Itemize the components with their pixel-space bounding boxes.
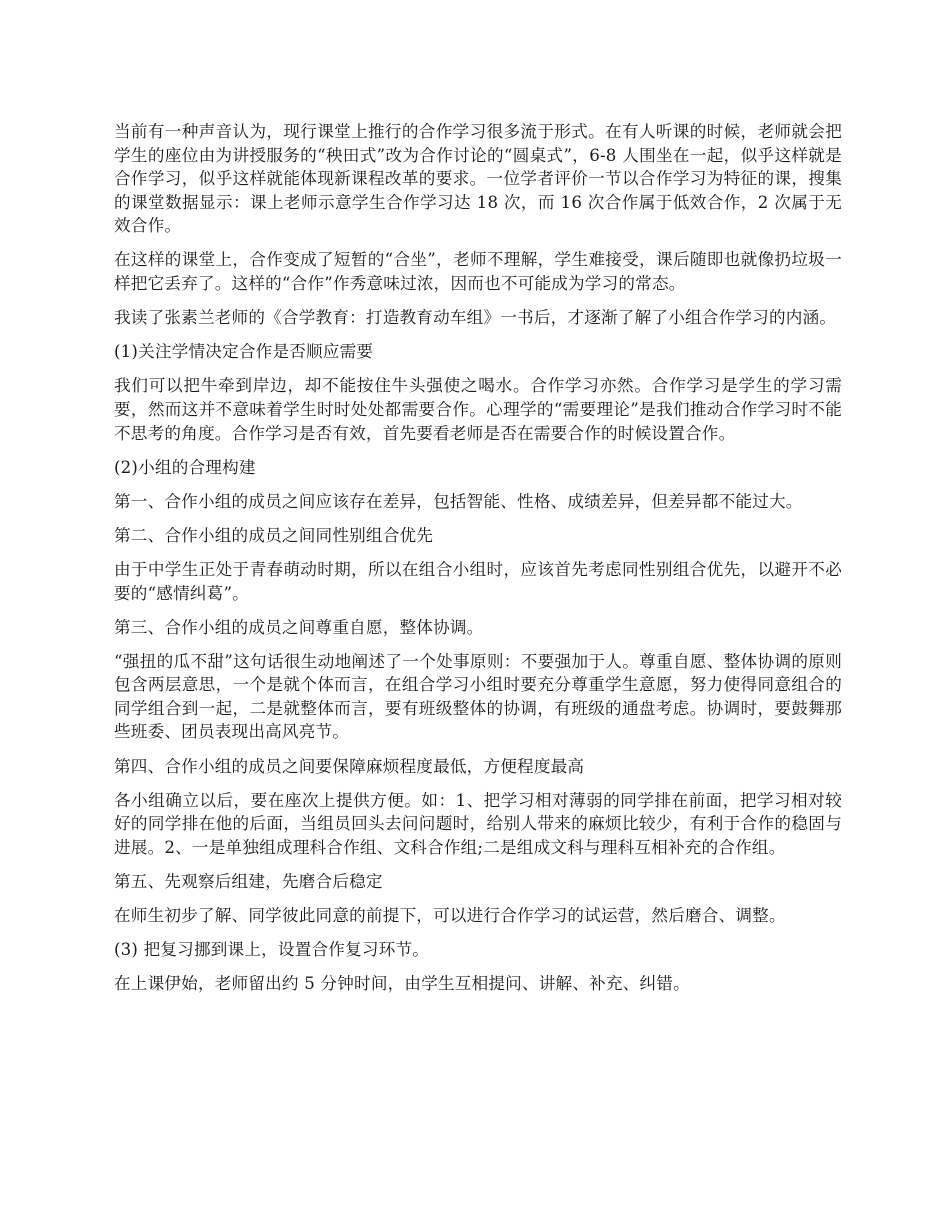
paragraph-point-4-body: 各小组确立以后，要在座次上提供方便。如：1、把学习相对薄弱的同学排在前面，把学习相对较好的同学排在他的后面，当组员回头去问问题时，给别人带来的麻烦比较少，有利于合作的稳固与进展。2、一是单独组成理科合作组、文科合作组;二是组成文科与理科互相补充的合作组。 <box>114 790 842 857</box>
paragraph-point-2: 第二、合作小组的成员之间同性别组合优先 <box>114 525 434 545</box>
paragraph-point-1: 第一、合作小组的成员之间应该存在差异，包括智能、性格、成绩差异，但差异都不能过大。 <box>114 491 803 511</box>
paragraph-intro: 当前有一种声音认为，现行课堂上推行的合作学习很多流于形式。在有人听课的时候，老师就会把学生的座位由为讲授服务的“秧田式”改为合作讨论的“圆桌式”，6-8 人围坐在一起，似乎这样就是合作学习，似乎这样就能体现新课程改革的要求。一位学者评价一节以合作学习为特征的课，搜集的课堂数据显示：课上老师示意学生合作学习达 18 次，而 16 次合作属于低效合作，2 次属于无效合作。 <box>114 122 842 236</box>
paragraph-point-2-body: 由于中学生正处于青春萌动时期，所以在组合小组时，应该首先考虑同性别组合优先，以避开不必要的“感情纠葛”。 <box>114 559 842 603</box>
paragraph-point-3-body: “强扭的瓜不甜”这句话很生动地阐述了一个处事原则：不要强加于人。尊重自愿、整体协调的原则包含两层意思，一个是就个体而言，在组合学习小组时要充分尊重学生意愿，努力使得同意组合的同学组合到一起，二是就整体而言，要有班级整体的协调，有班级的通盘考虑。协调时，要鼓舞那些班委、团员表现出高风亮节。 <box>114 651 842 742</box>
paragraph-section-1: 我们可以把牛牵到岸边，却不能按住牛头强使之喝水。合作学习亦然。合作学习是学生的学习需要，然而这并不意味着学生时时处处都需要合作。心理学的“需要理论”是我们推动合作学习时不能不思考的角度。合作学习是否有效，首先要看老师是否在需要合作的时候设置合作。 <box>114 376 842 443</box>
section-heading-3: (3) 把复习挪到课上，设置合作复习环节。 <box>114 940 430 960</box>
section-heading-1: (1)关注学情决定合作是否顺应需要 <box>114 342 374 362</box>
paragraph-section-3: 在上课伊始，老师留出约 5 分钟时间，由学生互相提问、讲解、补充、纠错。 <box>114 974 690 994</box>
paragraph-point-4: 第四、合作小组的成员之间要保障麻烦程度最低，方便程度最高 <box>114 756 585 776</box>
paragraph-point-5: 第五、先观察后组建，先磨合后稳定 <box>114 871 383 891</box>
paragraph-book: 我读了张素兰老师的《合学教育：打造教育动车组》一书后，才逐渐了解了小组合作学习的内涵。 <box>114 308 837 328</box>
paragraph-hezuo: 在这样的课堂上，合作变成了短暂的“合坐”，老师不理解，学生难接受，课后随即也就像扔垃圾一样把它丢弃了。这样的“合作”作秀意味过浓，因而也不可能成为学习的常态。 <box>114 250 842 294</box>
paragraph-point-5-body: 在师生初步了解、同学彼此同意的前提下，可以进行合作学习的试运营，然后磨合、调整。 <box>114 906 786 926</box>
paragraph-point-3: 第三、合作小组的成员之间尊重自愿，整体协调。 <box>114 617 484 637</box>
document-body <box>114 120 842 1006</box>
section-heading-2: (2)小组的合理构建 <box>114 457 256 477</box>
